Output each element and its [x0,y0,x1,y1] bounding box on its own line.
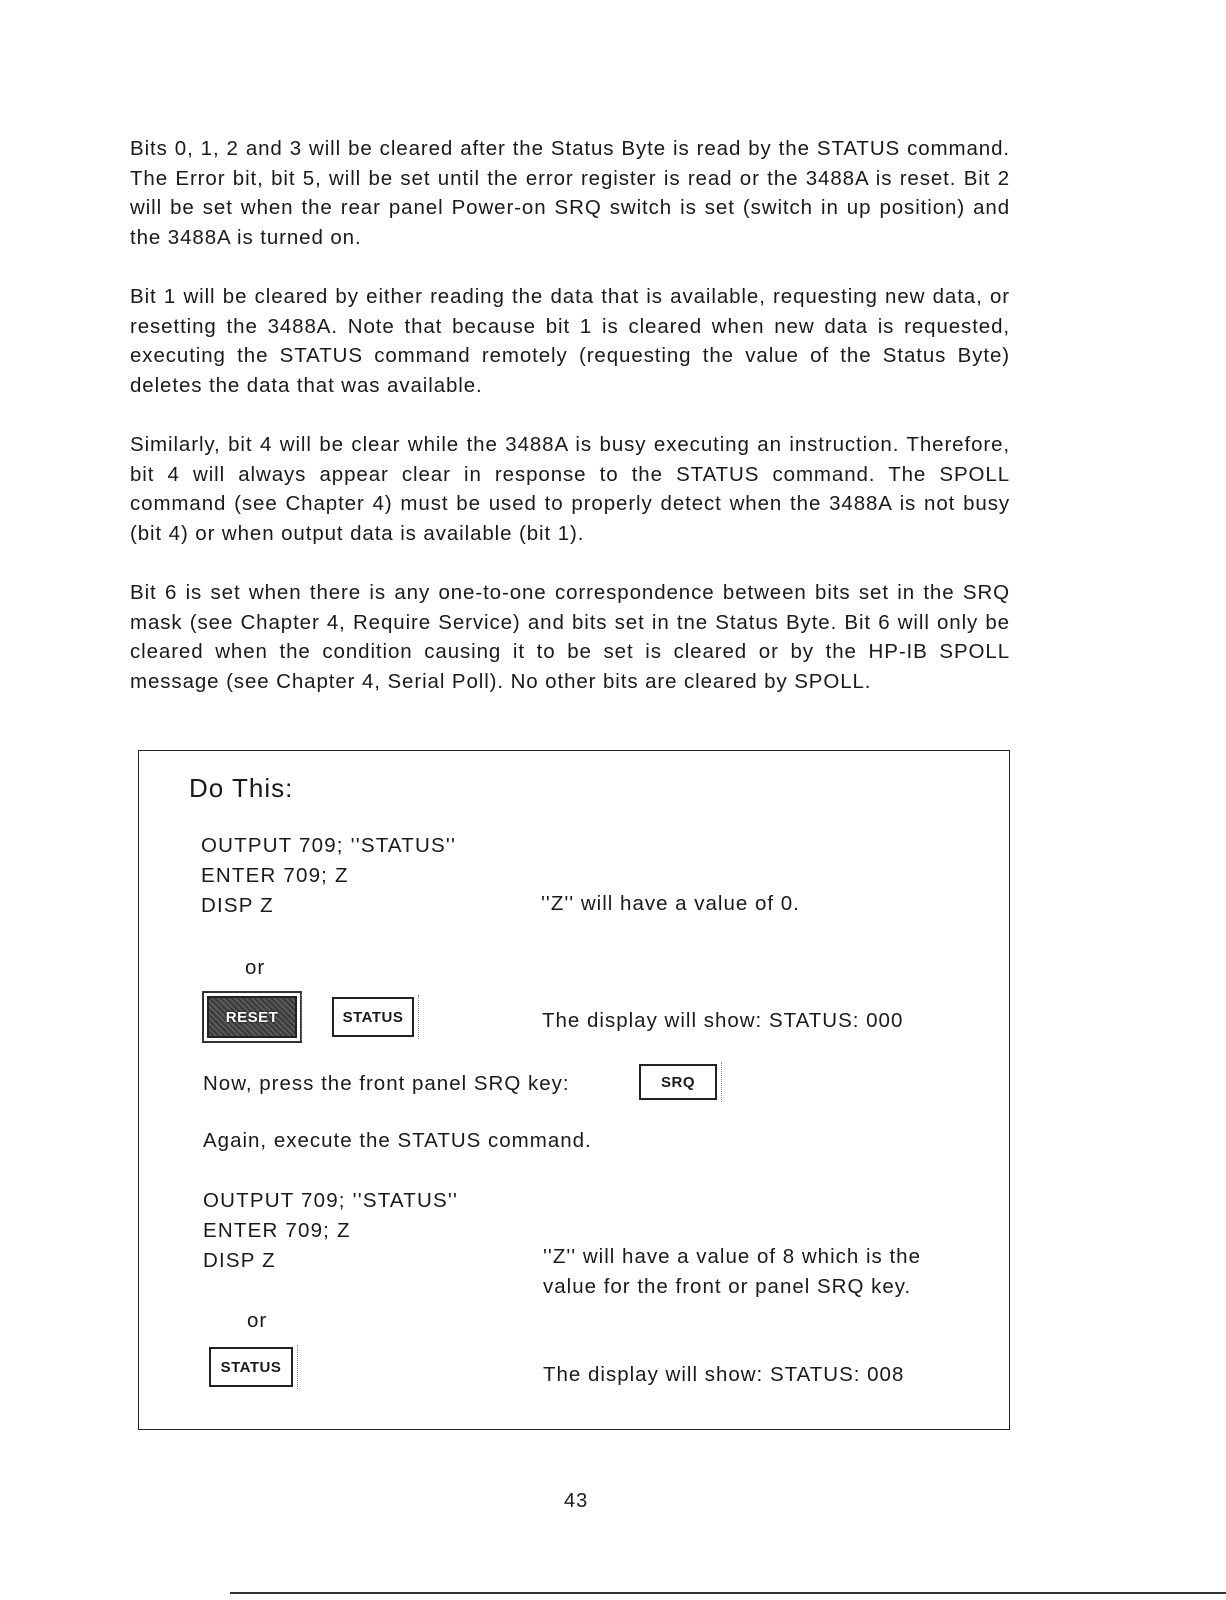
code-output-1: OUTPUT 709; ''STATUS'' [201,834,457,857]
footer-rule [230,1592,1226,1594]
result-text-2a: ''Z'' will have a value of 8 which is the [543,1245,921,1268]
code-disp-1: DISP Z [201,894,274,917]
paragraph-bit-1: Bit 1 will be cleared by either reading the data that is available, requesting new data, or resetting the 3488A. Note that because bit 1 is cleared when new data is requested, executing the STATUS command remotely (requesting the value of the Status Byte) deletes the data that was available. [130,285,1010,397]
page-number: 43 [564,1490,589,1512]
again-text: Again, execute the STATUS command. [203,1129,592,1152]
paragraph-bit-6: Bit 6 is set when there is any one-to-one correspondence between bits set in the SRQ mask (see Chapter 4, Require Service) and bits set in tne Status Byte. Bit 6 will only be cleared when the condition causing it to be set is cleared or by the HP-IB SPOLL message (see Chapter 4, Serial Poll). No other bits are cleared by SPOLL. [130,581,1010,693]
result-text-2b: value for the front or panel SRQ key. [543,1275,912,1298]
display-text-1: The display will show: STATUS: 000 [542,1009,904,1032]
code-enter-1: ENTER 709; Z [201,864,349,887]
status-key-2[interactable]: STATUS [209,1347,293,1387]
result-text-1: ''Z'' will have a value of 0. [541,892,800,915]
code-disp-2: DISP Z [203,1249,276,1272]
reset-key[interactable]: RESET [207,996,297,1038]
or-text-2: or [247,1309,268,1332]
press-srq-text: Now, press the front panel SRQ key: [203,1072,570,1095]
display-text-2: The display will show: STATUS: 008 [543,1363,905,1386]
do-this-box [138,750,1010,1430]
do-this-heading: Do This: [189,773,294,803]
paragraph-bit-4: Similarly, bit 4 will be clear while the 3488A is busy executing an instruction. Therefore, bit 4 will always appear clear in response to the STATUS command. The SPOLL command (see Chapter 4) must be used to properly detect when the 3488A is not busy (bit 4) or when output data is available (bit 1). [130,433,1010,545]
paragraph-status-bits: Bits 0, 1, 2 and 3 will be cleared after the Status Byte is read by the STATUS command. The Error bit, bit 5, will be set until the error register is read or the 3488A is reset. Bit 2 will be set when the rear panel Power-on SRQ switch is set (switch in up position) and the 3488A is turned on. [130,137,1010,249]
or-text-1: or [245,956,266,979]
code-output-2: OUTPUT 709; ''STATUS'' [203,1189,459,1212]
code-enter-2: ENTER 709; Z [203,1219,351,1242]
status-key[interactable]: STATUS [332,997,414,1037]
srq-key[interactable]: SRQ [639,1064,717,1100]
